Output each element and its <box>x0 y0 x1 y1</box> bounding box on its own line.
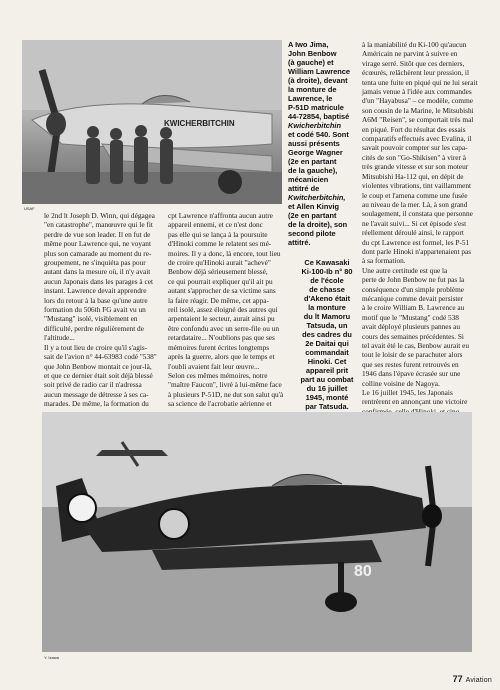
page-footer <box>453 674 492 684</box>
nose-art-text: KWICHERBITCHIN <box>164 119 235 128</box>
article-column-3: à la maniabilité du Ki-100 qu'aucun Américain ne parvint à suivre en virage serré. Sitôt que ces derniers, écœurés, relâchèrent leur pression, il tenta une fuite en piqué qui ne lui serait jamais venue à l'idée aux commandes d'un "Hayabusa" – ce modèle, comme son cousin de la Marine, le Mitsubishi A6M "Reisen", se comportait très mal en piqué. Fort du résultat des essais comparatifs effectués avec Evalina, il savait pouvoir compter sur les capa- cités de son "Go-Shikisen" à virer à très grande vitesse et sur son moteur Mitsubishi Ha-112 qui, en dépit de violentes vibrations, tint vaillamment le coup et l'amena comme une fusée au niveau de la mer. Là, à son grand soulagement, il constata que personne ne l'avait suivi... Si cet épisode s'est réellement déroulé ainsi, le rapport du cpt Lawrence est formel, les P-51 dont parle Hinoki n'appartenaient pas à sa formation. Une autre certitude est que la perte de John Benbow ne fut pas la conséquence d'un simple problème mécanique comme devait persister à le croire William B. Lawrence au motif que le "Mustang" codé 538 avait déployé plusieurs pannes au cours des semaines précédentes. Si tel avait été le cas, Benbow aurait eu tout le loisir de se parachuter alors que ses restes furent retrouvés en 1946 dans l'épave écrasée sur une colline voisine de Nagoya. Le 16 juillet 1945, les Japonais rentrèrent en annonçant une victoire <box>362 40 478 407</box>
caption-ki100: Ce Kawasaki Ki-100-Ib n° 80 de l'école de chasse d'Akeno était la monture du lt Mamoru Tatsuda, un des cadres du 2e Daitai qui commandait Hinoki. Cet appareil prit part au combat du 16 juillet 1945, monté par Tatsuda. <box>300 258 354 411</box>
photo-ki100 <box>42 412 472 652</box>
photo-pilots-p51-illustration <box>22 40 282 204</box>
photo-credit-bottom: Y. Izawa <box>44 655 59 660</box>
aircraft-tail-code: 80 <box>354 563 372 580</box>
photo-ki100-illustration <box>42 412 472 652</box>
page-number: 77 <box>452 674 463 684</box>
article-column-2: cpt Lawrence n'affronta aucun autre appareil ennemi, et ce n'est donc pas elle qui se lança à la poursuite d'Hinoki comme le relatent ses mé- moires. Il y a donc, là encore, tout lieu de croire qu'Hinoki aurait "achevé" Benbow déjà sérieusement blessé, ce qui pourrait expliquer qu'il ait pu autant s'approcher de sa victime sans la faire réagir. De même, cet appa- reil isolé, assez éloigné des autres qui arpentaient le secteur, aurait ainsi pu être confondu avec un serre-file ou un retardataire... N'oublions pas que ses mémoires furent écrites longtemps après la guerre, alors que le temps et l'oubli avaient fait leur œuvre... Selon ces mêmes mémoires, notre "maître Faucon", livré à lui-même face à plusieurs P-51D, ne dut son salut qu'à sa science de l'acrobatie aérienne et <box>168 211 284 409</box>
photo-pilots-p51 <box>22 40 282 204</box>
article-column-1: le 2nd lt Joseph D. Winn, qui dégagea "en catastrophe", manœuvre qui le fit perdre de vue son leader. Il en fut de même pour Lawrence qui, ne voyant plus son camarade au moment du re- groupement, ne s'inquiéta pas pour autant dans la mesure où, il n'y avait aucun Japonais dans les parages à cet instant. Lawrence devait apprendre lors du retour à la base qu'une autre formation du 506th FG avait vu un "Mustang" isolé, visiblement en difficulté, perdre régulièrement de l'altitude... Il y a tout lieu de croire qu'il s'agis- sait de l'avion n° 44-63983 codé "538" que John Benbow montait ce jour-là, et que ce dernier était soit déjà blessé soit privé de radio car il n'adressa aucun message de détresse à ses ca- marades. De même, la formation du <box>44 211 157 409</box>
photo-credit-top: USAF <box>24 206 35 211</box>
caption-top: A Iwo Jima, John Benbow (à gauche) et William Lawrence (à droite), devant la monture de Lawrence, le P-51D matricule 44-72854, baptisé Kwicherbitchin et codé 540. Sont aussi présents George Wagner (2e en partant de la gauche), mécanicien attitré de Kwitcherbitchin, et Allen Kinvig (2e en partant de la droite), son second pilote attitré. <box>288 40 350 247</box>
magazine-name: Aviation <box>465 677 492 684</box>
